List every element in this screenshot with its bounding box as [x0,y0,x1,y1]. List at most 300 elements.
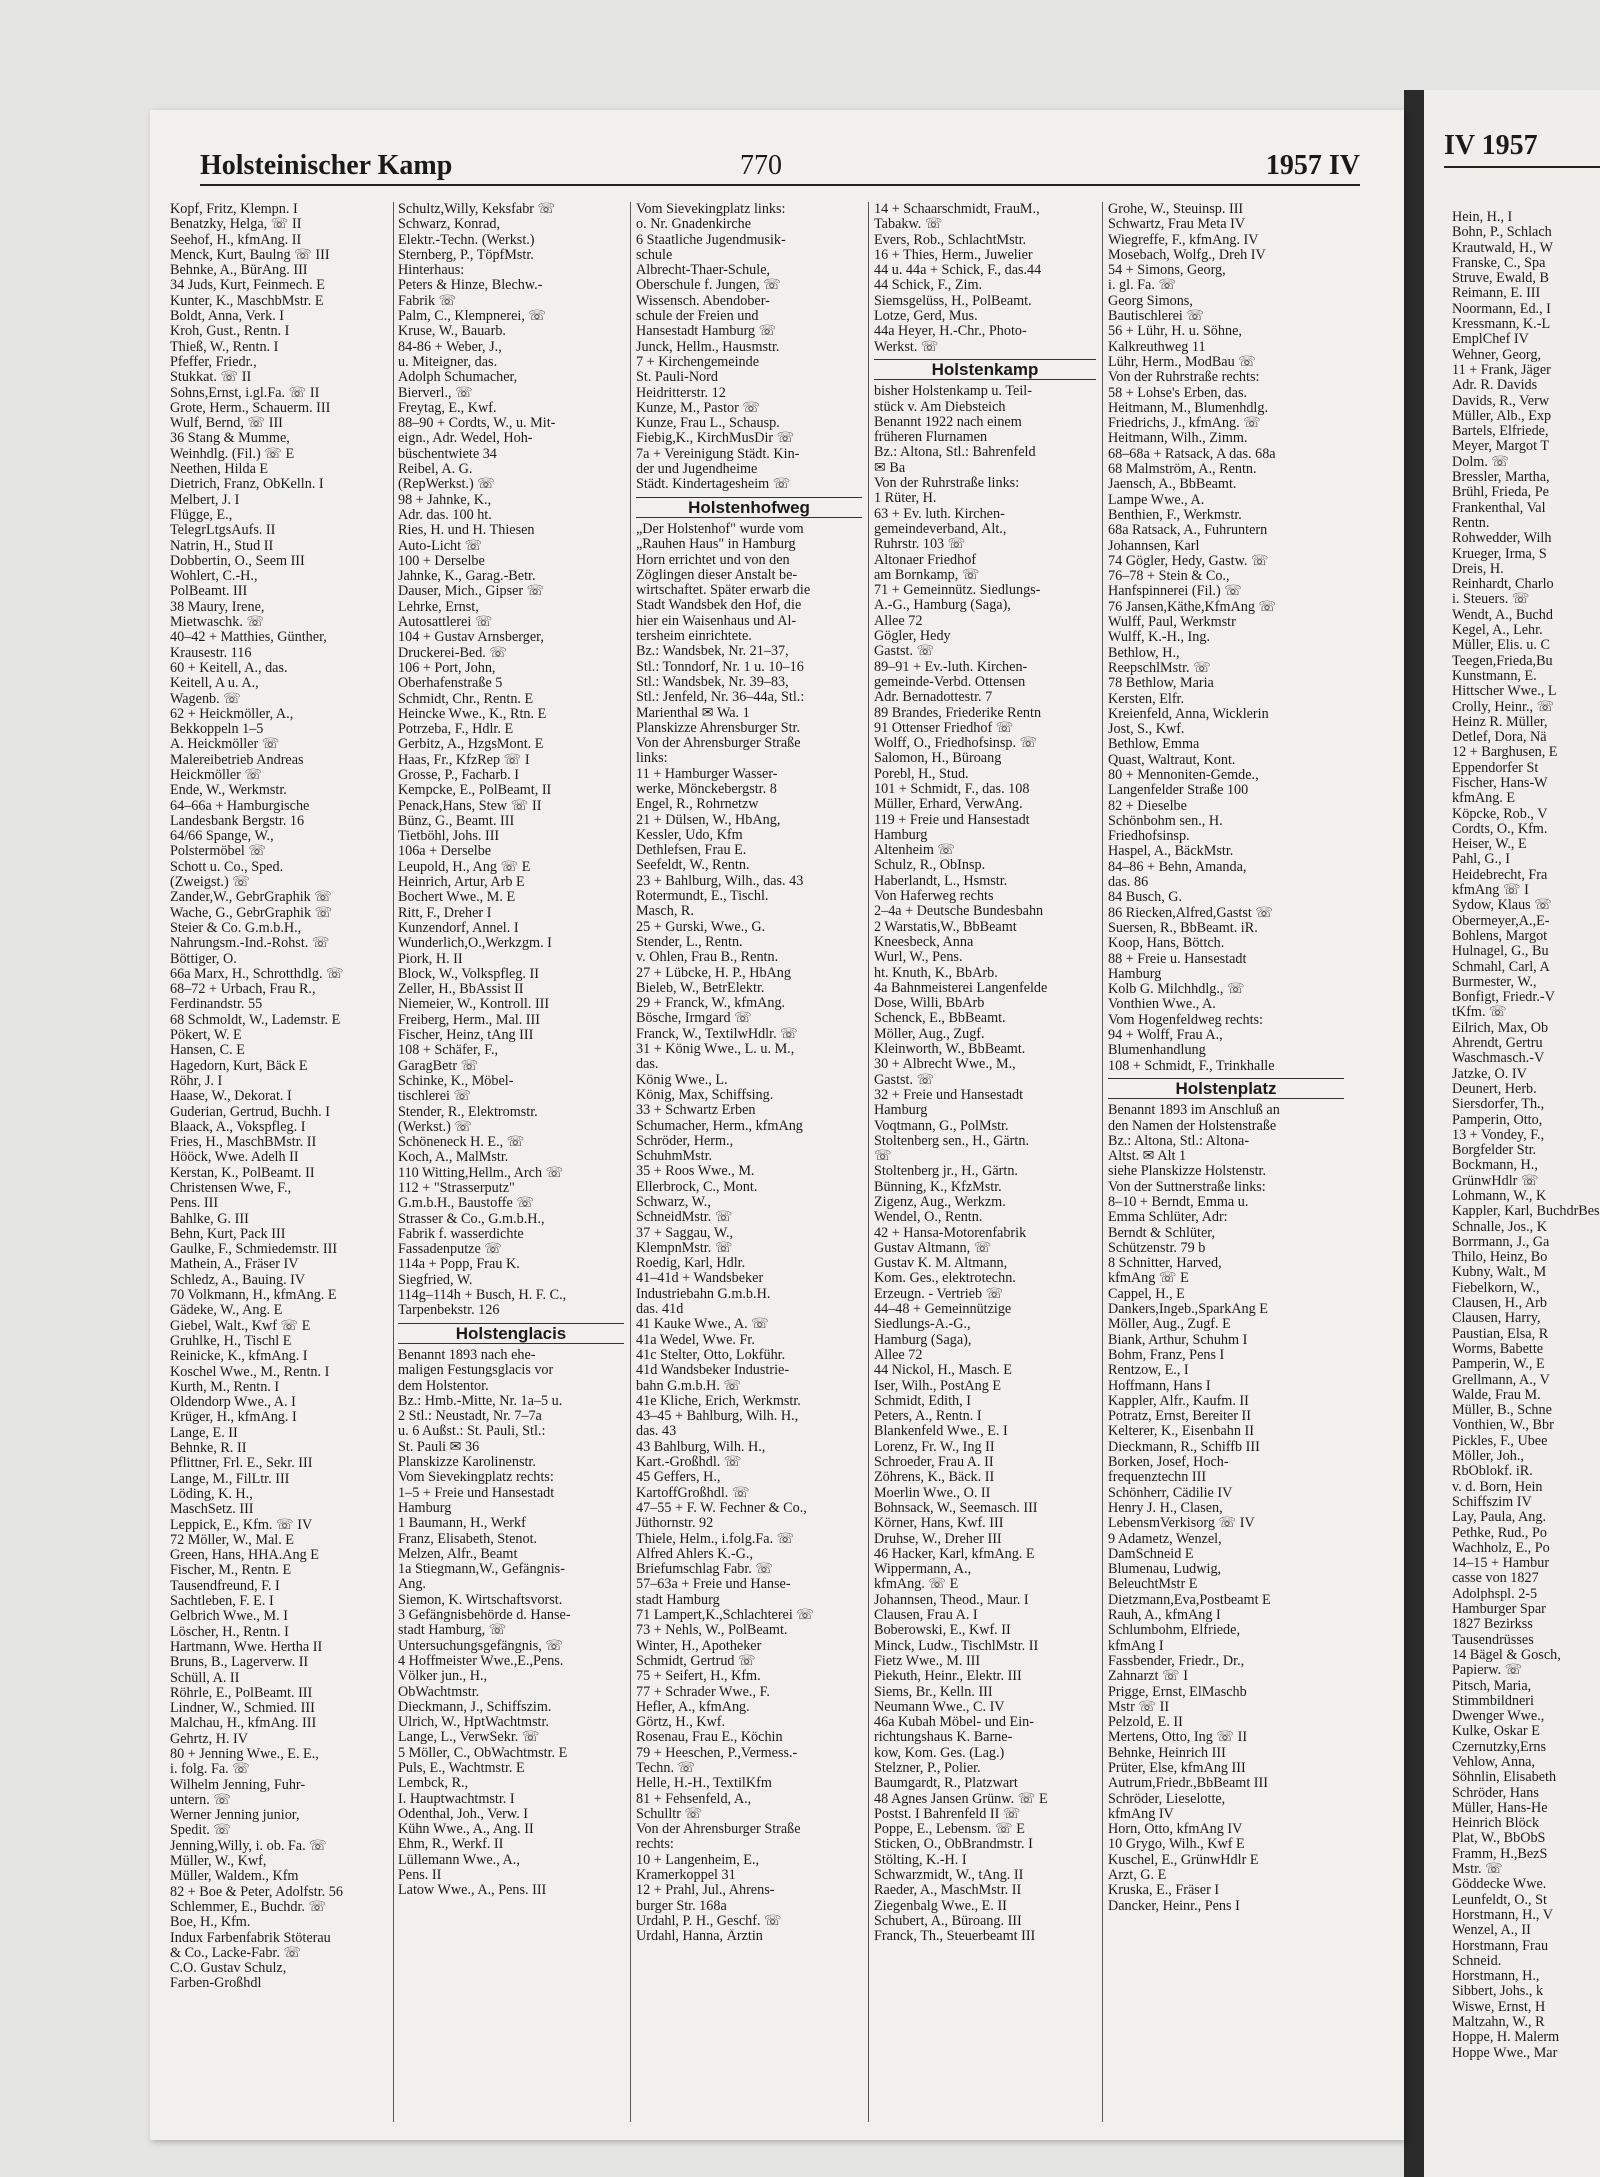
directory-entry: 37 + Saggau, W., [636,1225,734,1241]
directory-entry: Henry J. H., Clasen, [1108,1500,1223,1516]
directory-entry: Schröder, Hans [1452,1785,1539,1801]
directory-entry: Löding, K. H., [170,1486,253,1502]
directory-entry: Benannt 1893 nach ehe- [398,1347,536,1363]
directory-entry: 106a + Derselbe [398,844,492,860]
directory-entry: gemeindeverband, Alt., [874,521,1007,537]
directory-entry: 27 + Lübcke, H. P., HbAng [636,965,791,981]
directory-entry: Hanfspinnerei (Fil.) ☏ [1108,584,1242,600]
directory-entry: 94 + Wolff, Frau A., [1108,1028,1223,1044]
directory-entry: 13 + Vondey, F., [1452,1127,1545,1143]
directory-entry: Jost, S., Kwf. [1108,722,1185,738]
directory-entry: Leupold, H., Ang ☏ E [398,859,531,875]
directory-entry: 56 + Lühr, H. u. Söhne, [1108,324,1242,340]
directory-entry: 9 Adametz, Wenzel, [1108,1531,1222,1547]
directory-entry: Freytag, E., Kwf. [398,400,497,416]
directory-entry: Horstmann, H., [1452,1969,1540,1985]
directory-entry: Werner Jenning junior, [170,1808,300,1824]
directory-entry: 31 + König Wwe., L. u. M., [636,1042,795,1058]
directory-entry: Franske, C., Spa [1452,255,1546,271]
directory-entry: Wache, G., GebrGraphik ☏ [170,905,333,921]
facing-page-column [1452,210,1600,2061]
edition-year: 1957 IV [1265,150,1360,181]
directory-entry: Ende, W., Werkmstr. [170,783,287,799]
directory-entry: „Rauhen Haus" in Hamburg [636,537,796,553]
directory-entry: 47–55 + F. W. Fechner & Co., [636,1500,807,1516]
directory-entry: Marienthal ✉ Wa. 1 [636,705,750,721]
directory-entry: (Werkst.) ☏ [398,1119,473,1135]
directory-entry: 25 + Gurski, Wwe., G. [636,919,766,935]
directory-entry: 8–10 + Berndt, Emma u. [1108,1195,1249,1210]
directory-entry: 80 + Mennoniten-Gemde., [1108,767,1259,783]
directory-entry: Horstmann, H., V [1452,1907,1554,1923]
directory-entry: Puls, E., Wachtmstr. E [398,1760,525,1776]
directory-entry: Wulf, Bernd, ☏ III [170,416,283,432]
directory-entry: Siemon, K. Wirtschaftsvorst. [398,1592,563,1608]
directory-entry: Kunzendorf, Annel. I [398,920,519,936]
directory-entry: 110 Witting,Hellm., Arch ☏ [398,1165,564,1181]
directory-entry: Oberschule f. Jungen, ☏ [636,278,781,294]
directory-entry: Lorenz, Fr. W., Ing II [874,1439,995,1455]
directory-entry: Schumacher, Herm., kfmAng [636,1118,803,1134]
directory-entry: DamSchneid E [1108,1546,1194,1562]
directory-entry: Städt. Kindertagesheim ☏ [636,477,791,493]
directory-entry: Untersuchungsgefängnis, ☏ [398,1638,564,1654]
column-divider [630,202,631,2122]
directory-entry: Block, W., Volkspfleg. II [398,966,539,982]
directory-entry: Peters, A., Rentn. I [874,1409,982,1425]
directory-entry: Von Haferweg rechts [874,889,994,905]
directory-entry: 54 + Simons, Georg, [1108,263,1226,279]
directory-entry: Raeder, A., MaschMstr. II [874,1883,1022,1899]
directory-entry: Noormann, Ed., I [1452,301,1551,317]
directory-entry: kfmAng ☏ E [1108,1271,1189,1287]
directory-entry: siehe Planskizze Holstenstr. [1108,1164,1267,1180]
directory-entry: bisher Holstenkamp u. Teil- [874,384,1032,400]
directory-entry: Benannt 1922 nach einem [874,414,1022,430]
directory-entry: Hoppe Wwe., Mar [1452,2045,1558,2061]
directory-entry: Strasser & Co., G.m.b.H., [398,1211,545,1227]
directory-entry: Flügge, E., [170,507,233,523]
directory-entry: Vonthien Wwe., A. [1108,997,1216,1013]
directory-entry: 14 + Schaarschmidt, FrauM., [874,202,1040,217]
directory-entry: Bz.: Altona, Stl.: Altona- [1108,1133,1250,1149]
directory-entry: Adolphspl. 2-5 [1452,1586,1538,1602]
directory-entry: 21 + Dülsen, W., HbAng, [636,812,781,828]
directory-entry: kfmAng. ☏ E [874,1577,959,1593]
directory-entry: 86 Riecken,Alfred,Gastst ☏ [1108,905,1274,921]
directory-entry: Krueger, Irma, S [1452,546,1547,562]
directory-entry: C.O. Gustav Schulz, [170,1961,287,1977]
directory-entry: Teegen,Frieda,Bu [1452,653,1553,669]
directory-entry: Oberhafenstraße 5 [398,676,503,692]
directory-entry: Gädeke, W., Ang. E [170,1303,283,1319]
directory-entry: Bösche, Irmgard ☏ [636,1011,752,1027]
directory-entry: 1 Baumann, H., Werkf [398,1516,526,1532]
directory-entry: St. Pauli-Nord [636,370,718,386]
directory-entry: Suersen, R., BbBeamt. iR. [1108,920,1258,936]
directory-entry: Kopf, Fritz, Klempn. I [170,202,298,217]
directory-entry: Cappel, H., E [1108,1286,1185,1302]
directory-entry: Malereibetrieb Andreas [170,752,304,768]
directory-entry: Koch, A., MalMstr. [398,1150,509,1166]
directory-entry: Lohmann, W., K [1452,1189,1547,1204]
directory-entry: Pitsch, Maria, [1452,1678,1532,1694]
directory-entry: Hagedorn, Kurt, Bäck E [170,1058,308,1074]
directory-entry: 60 + Keitell, A., das. [170,660,288,676]
directory-entry: 77 + Schrader Wwe., F. [636,1684,770,1700]
directory-entry: Waschmasch.-V [1452,1051,1545,1067]
directory-entry: 42 + Hansa-Motorenfabrik [874,1225,1027,1241]
directory-entry: Ziegenbalg Wwe., E. II [874,1898,1007,1914]
directory-entry: 35 + Roos Wwe., M. [636,1164,755,1180]
directory-entry: Kruse, W., Bauarb. [398,324,506,340]
directory-entry: Hansestadt Hamburg ☏ [636,324,777,340]
directory-entry: eign., Adr. Wedel, Hoh- [398,431,533,447]
directory-entry: Fassadenputze ☏ [398,1242,503,1258]
directory-entry: Schlemmer, E., Buchdr. ☏ [170,1899,327,1915]
directory-entry: 43 Bahlburg, Wilh. H., [636,1439,766,1455]
directory-entry: Urdahl, Hanna, Ärztin [636,1929,763,1945]
directory-entry: Heitmann, M., Blumenhdlg. [1108,400,1268,416]
directory-entry: Mstr ☏ II [1108,1699,1170,1715]
directory-entry: Ferdinandstr. 55 [170,997,263,1013]
directory-entry: Vom Hogenfeldweg rechts: [1108,1012,1263,1028]
directory-entry: Tabakw. ☏ [874,217,943,233]
directory-entry: Siems, Br., Kelln. III [874,1684,993,1700]
directory-entry: Ruhrstr. 103 ☏ [874,537,966,553]
directory-entry: Steier & Co. G.m.b.H., [170,920,302,936]
directory-entry: 41a Wedel, Wwe. Fr. [636,1332,755,1348]
directory-entry: Rentzow, E., I [1108,1363,1189,1379]
directory-entry: 34 Juds, Kurt, Feinmech. E [170,278,325,294]
directory-entry: Dethlefsen, Frau E. [636,843,747,859]
directory-entry: v. d. Born, Hein [1452,1479,1543,1495]
directory-entry: 1–5 + Freie und Hansestadt [398,1485,555,1501]
directory-entry: Bartels, Elfriede, [1452,424,1549,440]
directory-entry: 88–90 + Cordts, W., u. Mit- [398,416,556,432]
directory-entry: Reinicke, K., kfmAng. I [170,1349,308,1365]
page-number: 770 [740,150,782,181]
directory-entry: 6 Staatliche Jugendmusik- [636,232,786,248]
directory-entry: Borrmann, J., Ga [1452,1234,1550,1250]
directory-entry: Dauser, Mich., Gipser ☏ [398,584,545,600]
directory-entry: Pens. III [170,1196,219,1212]
directory-entry: Melbert, J. I [170,492,240,508]
directory-entry: Bohnsack, W., Seemasch. III [874,1500,1038,1516]
directory-entry: Autosattlerei ☏ [398,615,493,631]
directory-entry: Sticken, O., ObBrandmstr. I [874,1837,1033,1853]
directory-entry: Gerbitz, A., HzgsMont. E [398,737,544,753]
directory-entry: Schultz,Willy, Keksfabr ☏ [398,202,556,217]
directory-entry: Ahrendt, Gertru [1452,1036,1543,1052]
directory-entry: Fiebig,K., KirchMusDir ☏ [636,431,795,447]
directory-entry: MaschSetz. III [170,1502,254,1518]
directory-entry: Altenheim ☏ [874,843,956,859]
directory-entry: 30 + Albrecht Wwe., M., [874,1057,1016,1073]
directory-entry: Bohn, P., Schlach [1452,225,1552,241]
directory-entry: Schiffszim IV [1452,1494,1532,1510]
directory-entry: kow, Kom. Ges. (Lag.) [874,1745,1005,1761]
directory-entry: 44 u. 44a + Schick, F., das.44 [874,263,1042,279]
directory-entry: Sohns,Ernst, i.gl.Fa. ☏ II [170,385,320,401]
directory-entry: Benthien, F., Werkmstr. [1108,507,1242,523]
directory-entry: 8 Schnitter, Harved, [1108,1256,1222,1272]
directory-entry: Lehrke, Ernst, [398,599,479,615]
directory-entry: Wilhelm Jenning, Fuhr- [170,1777,306,1793]
directory-entry: Haas, Fr., KfzRep ☏ I [398,752,530,768]
directory-entry: Bressler, Martha, [1452,470,1550,486]
directory-entry: 119 + Freie und Hansestadt [874,812,1030,828]
directory-entry: Heidritterstr. 12 [636,385,726,401]
directory-entry: burger Str. 168a [636,1898,727,1914]
directory-entry: Behn, Kurt, Pack III [170,1226,286,1242]
directory-entry: Hoffmann, Hans I [1108,1378,1211,1394]
directory-entry: Koschel Wwe., M., Rentn. I [170,1364,330,1380]
directory-entry: Jenning,Willy, i. ob. Fa. ☏ [170,1838,327,1854]
directory-entry: Heiser, W., E [1452,837,1527,853]
directory-entry: Framm, H.,BezS [1452,1846,1548,1862]
directory-entry: Bz.: Altona, Stl.: Bahrenfeld [874,445,1036,461]
directory-entry: 104 + Gustav Arnsberger, [398,630,544,646]
directory-entry: Siersdorfer, Th., [1452,1097,1545,1113]
directory-entry: Struve, Ewald, B [1452,271,1549,287]
directory-entry: Kulke, Oskar E [1452,1724,1540,1740]
directory-entry: Moerlin Wwe., O. II [874,1485,991,1501]
directory-entry: Görtz, H., Kwf. [636,1715,726,1731]
directory-entry: kfmAng IV [1108,1806,1174,1822]
directory-entry: untern. ☏ [170,1792,232,1808]
directory-entry: Tarpenbekstr. 126 [398,1303,500,1319]
directory-entry: schule der Freien und [636,309,759,325]
directory-entry: 82 + Boe & Peter, Adolfstr. 56 [170,1884,343,1900]
directory-entry: Kappler, Alfr., Kaufm. II [1108,1393,1249,1409]
directory-entry: 2 Stl.: Neustadt, Nr. 7–7a [398,1409,542,1425]
directory-entry: Stadt Wandsbek den Hof, die [636,598,802,614]
directory-entry: Sachtleben, F. E. I [170,1594,274,1610]
directory-entry: u. Miteigner, das. [398,354,498,370]
directory-entry: Kruska, E., Fräser I [1108,1883,1220,1899]
directory-entry: Odenthal, Joh., Verw. I [398,1806,529,1822]
directory-entry: 76–78 + Stein & Co., [1108,569,1230,585]
directory-entry: ObWachtmstr. [398,1684,480,1700]
directory-entry: Dankers,Ingeb.,SparkAng E [1108,1302,1268,1318]
directory-entry: Emma Schlüter, Adr: [1108,1210,1228,1226]
directory-entry: Gelbrich Wwe., M. I [170,1609,288,1625]
directory-entry: 12 + Barghusen, E [1452,745,1558,761]
directory-entry: LebensmVerkisorg ☏ IV [1108,1516,1255,1532]
directory-entry: Zander,W., GebrGraphik ☏ [170,890,333,906]
directory-entry: Grellmann, A., V [1452,1372,1550,1388]
directory-entry: 2 Warstatis,W., BbBeamt [874,919,1017,935]
directory-entry: 66a Marx, H., Schrotthdlg. ☏ [170,966,344,982]
directory-entry: Schützenstr. 79 b [1108,1240,1206,1256]
directory-entry: Blumenau, Ludwig, [1108,1562,1222,1578]
directory-entry: Roedig, Karl, Hdlr. [636,1256,746,1272]
directory-entry: 68 Schmoldt, W., Lademstr. E [170,1012,341,1028]
directory-entry: Tausendrüsses [1452,1632,1534,1648]
directory-entry: KlempnMstr. ☏ [636,1240,733,1256]
directory-entry: Möller, Aug., Zugf. E [1108,1317,1231,1333]
directory-entry: ✉ Ba [874,460,906,476]
directory-entry: Franck, W., TextilwHdlr. ☏ [636,1026,798,1042]
directory-entry: Stender, L., Rentn. [636,934,743,950]
directory-entry: Fischer, M., Rentn. E [170,1563,292,1579]
directory-entry: Winter, H., Apotheker [636,1638,762,1654]
directory-entry: Kart.-Großhdl. ☏ [636,1455,742,1471]
directory-entry: Ehm, R., Werkf. II [398,1837,504,1853]
page-header [200,148,1360,186]
directory-entry: Piork, H. II [398,951,463,967]
directory-entry: Pökert, W. E [170,1028,242,1044]
directory-entry: Indux Farbenfabrik Stöterau [170,1930,331,1946]
directory-entry: Ang. [398,1577,426,1593]
directory-entry: frequenztechn III [1108,1470,1207,1486]
directory-entry: 48 Agnes Jansen Grünw. ☏ E [874,1791,1048,1807]
directory-entry: früheren Flurnamen [874,430,988,446]
directory-entry: Kneesbeck, Anna [874,934,974,950]
directory-entry: Rohwedder, Wilh [1452,531,1552,547]
directory-entry: Lange, L., VerwSekr. ☏ [398,1730,540,1746]
directory-entry: Plat, W., BbObS [1452,1831,1546,1847]
directory-entry: Paustian, Elsa, R [1452,1326,1549,1342]
directory-entry: Von der Ahrensburger Straße [636,736,801,752]
directory-entry: I. Hauptwachtmstr. I [398,1791,515,1807]
directory-entry: 10 Grygo, Wilh., Kwf E [1108,1837,1245,1853]
directory-entry: Allee 72 [874,1347,923,1363]
directory-entry: 43–45 + Bahlburg, Wilh. H., [636,1409,799,1425]
directory-entry: Rosenau, Frau E., Köchin [636,1730,783,1746]
directory-entry: Schlumbohm, Elfriede, [1108,1623,1240,1639]
directory-entry: Benannt 1893 im Anschluß an [1108,1103,1280,1119]
directory-entry: 11 + Frank, Jäger [1452,362,1551,378]
directory-entry: Boldt, Anna, Verk. I [170,309,285,325]
directory-entry: Stoltenberg jr., H., Gärtn. [874,1164,1018,1180]
directory-entry: Christensen Wwe, F., [170,1181,292,1196]
directory-entry: Schinke, K., Möbel- [398,1073,514,1089]
directory-entry: Lüllemann Wwe., A., [398,1852,520,1868]
directory-entry: Köpcke, Rob., V [1452,806,1548,822]
directory-entry: Tietböhl, Johs. III [398,829,500,845]
directory-entry: Pethke, Rud., Po [1452,1525,1547,1541]
directory-entry: 68–68a + Ratsack, A das. 68a [1108,446,1276,462]
directory-entry: Fiebelkorn, W., [1452,1280,1540,1296]
directory-entry: 5 Möller, C., ObWachtmstr. E [398,1745,568,1761]
directory-entry: Kunze, M., Pastor ☏ [636,400,761,416]
directory-entry: Briefumschlag Fabr. ☏ [636,1562,774,1578]
directory-entry: Freiberg, Herm., Mal. III [398,1012,540,1028]
directory-entry: Kressmann, K.-L [1452,317,1551,333]
directory-entry: Wurl, W., Pens. [874,950,963,966]
directory-entry: Schwarz, W., [636,1195,711,1210]
directory-entry: Georg Simons, [1108,293,1193,309]
directory-entry: Albrecht-Thaer-Schule, [636,263,771,279]
directory-entry: Hööck, Wwe. Adelh II [170,1150,299,1166]
directory-entry: Langenfelder Straße 100 [1108,783,1249,799]
directory-entry: Hansen, C. E [170,1043,245,1059]
directory-entry: Melzen, Alfr., Beamt [398,1546,518,1562]
directory-entry: Clausen, H., Arb [1452,1296,1547,1312]
directory-entry: Heitmann, Wilh., Zimm. [1108,431,1248,447]
directory-entry: Von der Ahrensburger Straße [636,1822,801,1838]
directory-entry: schule [636,247,673,263]
directory-entry: 76 Jansen,Käthe,KfmAng ☏ [1108,599,1277,615]
directory-entry: Lange, E. II [170,1425,238,1441]
directory-entry: Junck, Hellm., Hausmstr. [636,339,780,355]
directory-entry: 7a + Vereinigung Städt. Kin- [636,446,800,462]
directory-entry: Schmidt, Edith, I [874,1393,971,1409]
directory-entry: Sternberg, P., TöpfMstr. [398,247,534,263]
directory-entry: 89–91 + Ev.-luth. Kirchen- [874,659,1028,675]
directory-entry: 112 + "Strasserputz" [398,1181,515,1196]
directory-entry: Müller, Erhard, VerwAng. [874,797,1023,813]
directory-entry: Dieckmann, R., Schiffb III [1108,1439,1260,1455]
directory-entry: Johannsen, Karl [1108,538,1200,554]
street-section-heading: Holstenhofweg [636,497,862,518]
directory-entry: 38 Maury, Irene, [170,599,265,615]
directory-entry: i. folg. Fa. ☏ [170,1762,251,1778]
directory-entry: Schöneneck H. E., ☏ [398,1135,525,1151]
directory-entry: 46a Kubah Möbel- und Ein- [874,1715,1034,1731]
directory-entry: Maltzahn, W., R [1452,2015,1545,2031]
directory-entry: Kalkreuthweg 11 [1108,339,1206,355]
directory-entry: Wehner, Georg, [1452,347,1542,363]
directory-entry: Hein, H., I [1452,210,1513,225]
directory-entry: bahn G.m.b.H. ☏ [636,1378,742,1394]
directory-entry: Boe, H., Kfm. [170,1915,251,1931]
directory-entry: Planskizze Karolinenstr. [398,1455,536,1471]
directory-entry: Siemsgelüss, H., PolBeamt. [874,293,1032,309]
directory-entry: Haberlandt, L., Hsmstr. [874,873,1008,889]
directory-entry: Druhse, W., Dreher III [874,1531,1002,1547]
directory-entry: Heinz R. Müller, [1452,714,1548,730]
directory-entry: Walde, Frau M. [1452,1387,1541,1403]
directory-entry: büschentwiete 34 [398,446,497,462]
directory-entry: 14 Bägel & Gosch, [1452,1647,1561,1663]
directory-entry: Vom Sievekingplatz rechts: [398,1470,554,1486]
directory-entry: Schnalle, Jos., K [1452,1219,1547,1235]
directory-entry: Kegel, A., Lehr. [1452,623,1543,639]
directory-entry: Schmahl, Carl, A [1452,959,1550,975]
directory-entry: Rentn. [1452,515,1490,531]
directory-entry: Prigge, Ernst, ElMaschb [1108,1684,1247,1700]
directory-entry: Lotze, Gerd, Mus. [874,309,978,325]
directory-entry: Eilrich, Max, Ob [1452,1020,1549,1036]
directory-entry: Pflittner, Frl. E., Sekr. III [170,1456,313,1472]
directory-entry: 79 + Heeschen, P.,Vermess.- [636,1745,798,1761]
directory-entry: Techn. ☏ [636,1760,696,1776]
directory-entry: stadt Hamburg, ☏ [398,1623,507,1639]
directory-entry: Farben-Großhdl [170,1976,262,1992]
directory-entry: kfmAng I [1108,1638,1164,1654]
directory-entry: 40–42 + Matthies, Günther, [170,630,327,646]
directory-entry: Kessler, Udo, Kfm [636,827,743,843]
directory-entry: Müller, B., Schne [1452,1403,1552,1419]
directory-entry: 80 + Jenning Wwe., E. E., [170,1746,319,1762]
directory-entry: Sibbert, Johs., k [1452,1984,1544,2000]
directory-entry: Postst. I Bahrenfeld II ☏ [874,1806,1021,1822]
directory-entry: Bekkoppeln 1–5 [170,722,264,738]
directory-entry: BeleuchtMstr E [1108,1577,1198,1593]
directory-entry: Elektr.-Techn. (Werkst.) [398,232,535,248]
directory-entry: Worms, Babette [1452,1341,1544,1357]
directory-entry: „Der Holstenhof" wurde vom [636,521,804,537]
directory-entry: Schmidt, Chr., Rentn. E [398,691,534,707]
directory-entry: Bethlow, H., [1108,645,1180,661]
column-divider [1102,202,1103,2122]
directory-entry: Adr. R. Davids [1452,378,1538,394]
directory-entry: Eppendorfer St [1452,760,1539,776]
directory-entry: Jaensch, A., BbBeamt. [1108,477,1237,493]
